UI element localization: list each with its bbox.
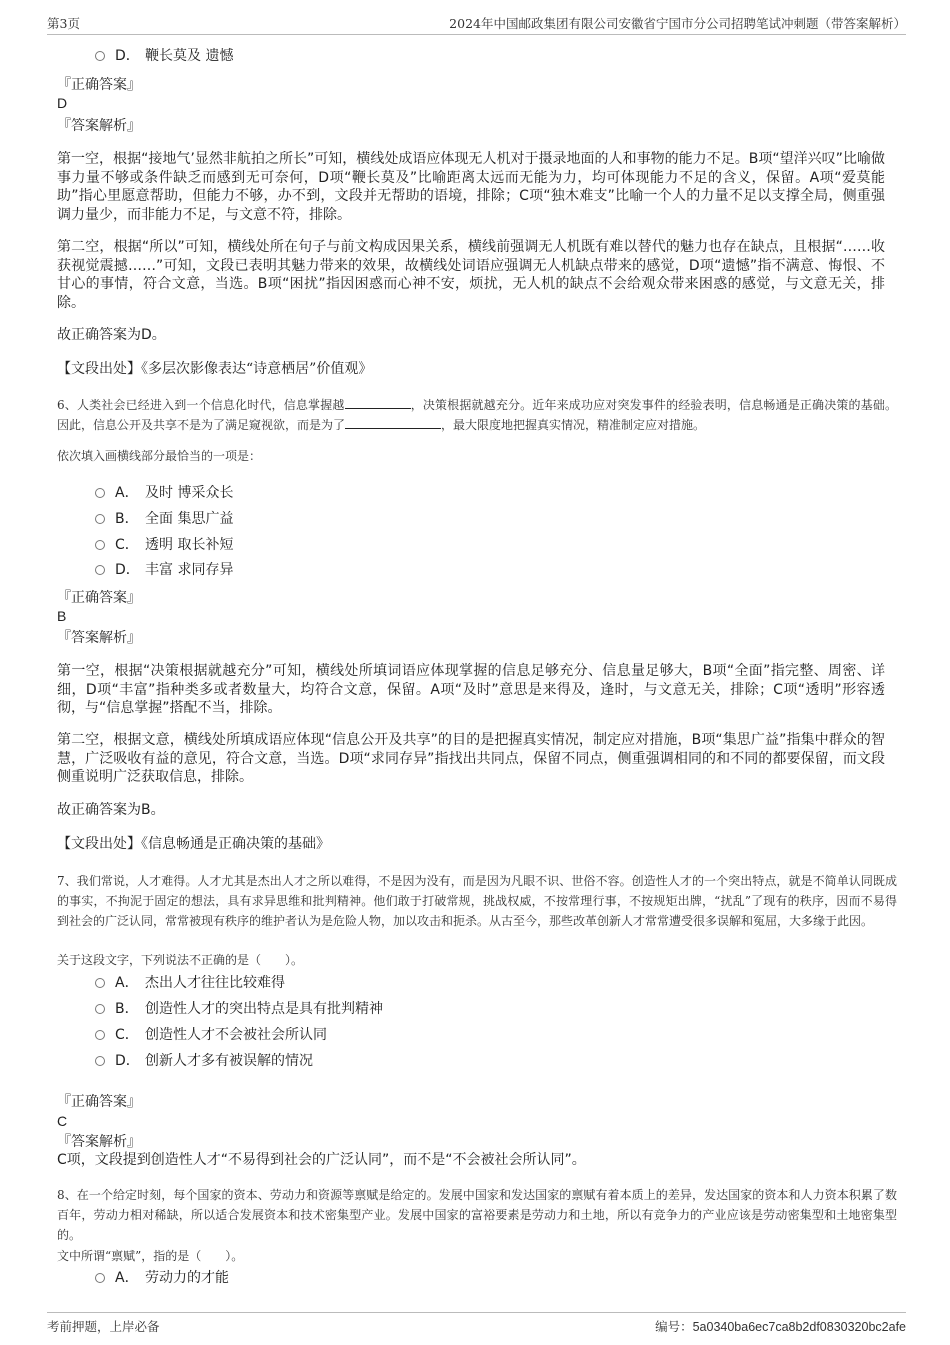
analysis-paragraph: 第二空，根据文意，横线处所填成语应体现“信息公开及共享”的目的是把握真实情况，制定应对措施，B项“集思广益”指集中群众的智慧，广泛吸收有益的意见，符合文意，当选。D项“求同存异”指找出共同点，保留不同点，侧重强调相同的和不同的都要保留，而文段侧重说明广泛获取信息，排除。 (57, 732, 885, 785)
answer-label: 『正确答案』 (57, 590, 141, 606)
radio-icon[interactable] (95, 1004, 105, 1014)
document-id: 编号：5a0340ba6ec7ca8b2df0830320bc2afe (655, 1319, 906, 1334)
question-prompt: 文中所谓“禀赋”，指的是（ ）。 (57, 1249, 244, 1263)
option-c[interactable]: C． 创造性人才不会被社会所认同 (95, 1025, 327, 1045)
page-footer (47, 1312, 906, 1337)
answer-label: 『正确答案』 (57, 1094, 141, 1110)
source-citation: 【文段出处】《多层次影像表达“诗意栖居”价值观》 (57, 361, 373, 377)
option-d[interactable]: D． 创新人才多有被误解的情况 (95, 1051, 313, 1071)
option-b[interactable]: B． 创造性人才的突出特点是具有批判精神 (95, 999, 383, 1019)
radio-icon[interactable] (95, 540, 105, 550)
option-c[interactable]: C． 透明 取长补短 (95, 535, 233, 555)
question-prompt: 依次填入画横线部分最恰当的一项是： (57, 449, 262, 463)
analysis-paragraph: 第二空，根据“所以”可知，横线处所在句子与前文构成因果关系，横线前强调无人机既有难以替代的魅力也存在缺点，且根据“……收获视觉震撼……”可知，文段已表明其魅力带来的效果，故横线处词语应强调无人机缺点带来的感觉，D项“遗憾”指不满意、悔恨、不甘心的事情，符合文意，当选。B项“困扰”指因困惑而心神不安，烦扰，无人机的缺点不会给观众带来困惑的感觉，与文意无关，排除。 (57, 239, 885, 311)
question-stem: 7、我们常说，人才难得。人才尤其是杰出人才之所以难得，不是因为没有，而是因为凡眼不识、世俗不容。创造性人才的一个突出特点，就是不简单认同既成的事实，不拘泥于固定的想法，具有求异思维和批判精神。他们敢于打破常规，挑战权威，不按常理行事，不按规矩出牌，“扰乱”了现有的秩序，因而不易得到社会的广泛认同，常常被现有秩序的维护者认为是危险人物，加以攻击和扼杀。从古至今，那些改革创新人才常常遭受很多误解和冤屈，大多缘于此因。 (57, 874, 897, 928)
option-a[interactable]: A． 及时 博采众长 (95, 483, 233, 503)
page-number: 第3页 (47, 16, 80, 31)
option-d[interactable]: D． 鞭长莫及 遗憾 (95, 46, 233, 66)
analysis-conclusion: 故正确答案为D。 (57, 327, 166, 343)
correct-answer: C (57, 1113, 68, 1129)
radio-icon[interactable] (95, 1273, 105, 1283)
analysis-label: 『答案解析』 (57, 1134, 141, 1150)
correct-answer: B (57, 608, 67, 624)
page-header (47, 14, 906, 35)
footer-slogan: 考前押题，上岸必备 (47, 1319, 160, 1334)
question-stem: 6、人类社会已经进入到一个信息化时代，信息掌握越 ，决策根据就越充分。近年来成功应对突发事件的经验表明，信息畅通是正确决策的基础。因此，信息公开及共享不是为了满足窥视欲，而是为了 ，最大限度地把握真实情况，精准制定应对措施。 (57, 398, 897, 432)
question-stem: 8、在一个给定时刻，每个国家的资本、劳动力和资源等禀赋是给定的。发展中国家和发达国家的禀赋有着本质上的差异，发达国家的资本和人力资本积累了数百年，劳动力相对稀缺，所以适合发展资本和技术密集型产业。发展中国家的富裕要素是劳动力和土地，所以有竞争力的产业应该是劳动密集型和土地密集型的。 (57, 1188, 897, 1242)
source-citation: 【文段出处】《信息畅通是正确决策的基础》 (57, 836, 330, 852)
radio-icon[interactable] (95, 488, 105, 498)
analysis-conclusion: 故正确答案为B。 (57, 802, 165, 818)
document-title: 2024年中国邮政集团有限公司安徽省宁国市分公司招聘笔试冲刺题（带答案解析） (449, 16, 906, 31)
correct-answer: D (57, 95, 68, 111)
fill-blank (345, 416, 441, 429)
answer-label: 『正确答案』 (57, 77, 141, 93)
analysis-label: 『答案解析』 (57, 118, 141, 134)
radio-icon[interactable] (95, 565, 105, 575)
analysis-paragraph: C项，文段提到创造性人才“不易得到社会的广泛认同”，而不是“不会被社会所认同”。 (57, 1152, 586, 1168)
fill-blank (345, 396, 411, 409)
option-b[interactable]: B． 全面 集思广益 (95, 509, 233, 529)
analysis-paragraph: 第一空，根据“接地气’显然非航拍之所长”可知，横线处成语应体现无人机对于摄录地面的人和事物的能力不足。B项“望洋兴叹”比喻做事力量不够或条件缺乏而感到无可奈何，D项“鞭长莫及”比喻距离太远而无能为力，均可体现能力不足的含义，保留。A项“爱莫能助”指心里愿意帮助，但能力不够，办不到，文段并无帮助的语境，排除；C项“独木难支”比喻一个人的力量不足以支撑全局，侧重强调力量少，而非能力不足，与文意不符，排除。 (57, 151, 885, 223)
radio-icon[interactable] (95, 978, 105, 988)
radio-icon[interactable] (95, 51, 105, 61)
radio-icon[interactable] (95, 1030, 105, 1040)
radio-icon[interactable] (95, 514, 105, 524)
radio-icon[interactable] (95, 1056, 105, 1066)
analysis-label: 『答案解析』 (57, 630, 141, 646)
analysis-paragraph: 第一空，根据“决策根据就越充分”可知，横线处所填词语应体现掌握的信息足够充分、信息量足够大，B项“全面”指完整、周密、详细，D项“丰富”指种类多或者数量大，均符合文意，保留。A项“及时”意思是来得及，逢时，与文意无关，排除；C项“透明”形容透彻，与“信息掌握”搭配不当，排除。 (57, 663, 885, 716)
option-a[interactable]: A． 杰出人才往往比较难得 (95, 973, 285, 993)
option-d[interactable]: D． 丰富 求同存异 (95, 560, 233, 580)
option-a[interactable]: A． 劳动力的才能 (95, 1268, 229, 1288)
question-prompt: 关于这段文字，下列说法不正确的是（ ）。 (57, 953, 304, 967)
